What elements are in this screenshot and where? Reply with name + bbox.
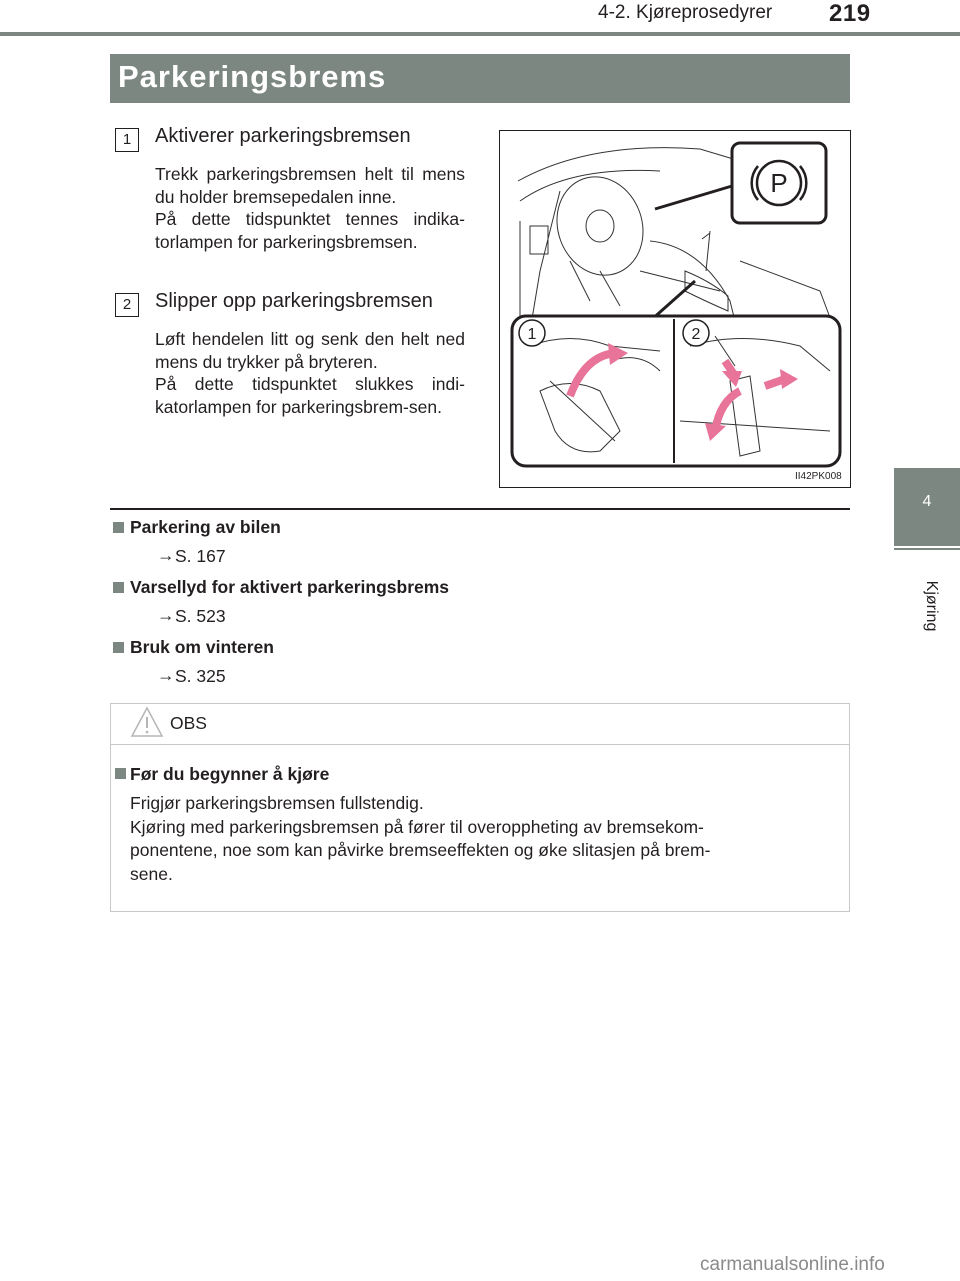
ref-page-link-vinter[interactable]: S. 325: [175, 666, 226, 686]
figure-code: II42PK008: [795, 471, 842, 482]
square-bullet-icon: [113, 582, 124, 593]
ref-heading-vinter: Bruk om vinteren: [130, 637, 274, 657]
caution-line-4: sene.: [130, 863, 173, 884]
step-2-body: [155, 328, 465, 418]
step-1-text-2: På dette tidspunktet tennes indika-torlampen for parkeringsbremsen.: [155, 209, 465, 252]
caution-line-3: ponentene, noe som kan påvirke bremseeffekten og øke slitasjen på brem-: [130, 840, 711, 860]
ref-heading-parkering: Parkering av bilen: [130, 517, 281, 537]
caution-line-1: Frigjør parkeringsbremsen fullstendig.: [130, 793, 424, 813]
header-section: 4-2. Kjøreprosedyrer: [598, 2, 773, 23]
watermark: carmanualsonline.info: [700, 1254, 885, 1275]
figure-callout-2: 2: [691, 326, 701, 343]
warning-triangle-icon: [130, 706, 164, 738]
ref-page-link-parkering[interactable]: S. 167: [175, 546, 226, 566]
square-bullet-icon: [115, 768, 126, 779]
caution-line-2: Kjøring med parkeringsbremsen på fører til overoppheting av bremsekom-: [130, 816, 704, 837]
arrow-right-icon: →: [157, 545, 175, 565]
parking-brake-illustration: [499, 130, 851, 488]
arrow-right-icon: →: [157, 605, 175, 625]
caution-label: OBS: [170, 713, 207, 733]
step-2-badge: 2: [115, 293, 139, 317]
step-1-badge: 1: [115, 128, 139, 152]
caution-subheading: Før du begynner å kjøre: [130, 764, 330, 784]
page-number: 219: [829, 0, 871, 27]
parking-indicator: [655, 143, 826, 223]
step-2-text-1: Løft hendelen litt og senk den helt ned mens du trykker på bryteren.: [155, 329, 465, 372]
square-bullet-icon: [113, 522, 124, 533]
caution-header-rule: [111, 744, 849, 745]
caution-body: [130, 792, 827, 886]
header-rule: [0, 32, 960, 36]
page-title: Parkeringsbrems: [118, 59, 387, 94]
step-1-text-1: Trekk parkeringsbremsen helt til mens du holder bremsepedalen inne.: [155, 164, 465, 207]
figure-callout-1: 1: [527, 326, 537, 343]
chapter-number: 4: [894, 472, 960, 548]
ref-page-link-varsellyd[interactable]: S. 523: [175, 606, 226, 626]
square-bullet-icon: [113, 642, 124, 653]
detail-panel: [512, 281, 840, 466]
step-1-title: Aktiverer parkeringsbremsen: [155, 125, 411, 147]
step-2-text-2: På dette tidspunktet slukkes indi-katorlampen for parkeringsbrem-sen.: [155, 374, 465, 417]
section-divider: [110, 508, 850, 510]
parking-symbol: P: [770, 168, 788, 198]
step-1-body: [155, 163, 465, 253]
step-2-title: Slipper opp parkeringsbremsen: [155, 290, 433, 312]
ref-heading-varsellyd: Varsellyd for aktivert parkeringsbrems: [130, 577, 450, 597]
chapter-label: Kjøring: [923, 580, 940, 632]
arrow-right-icon: →: [157, 665, 175, 685]
illustration-svg: [500, 131, 850, 487]
